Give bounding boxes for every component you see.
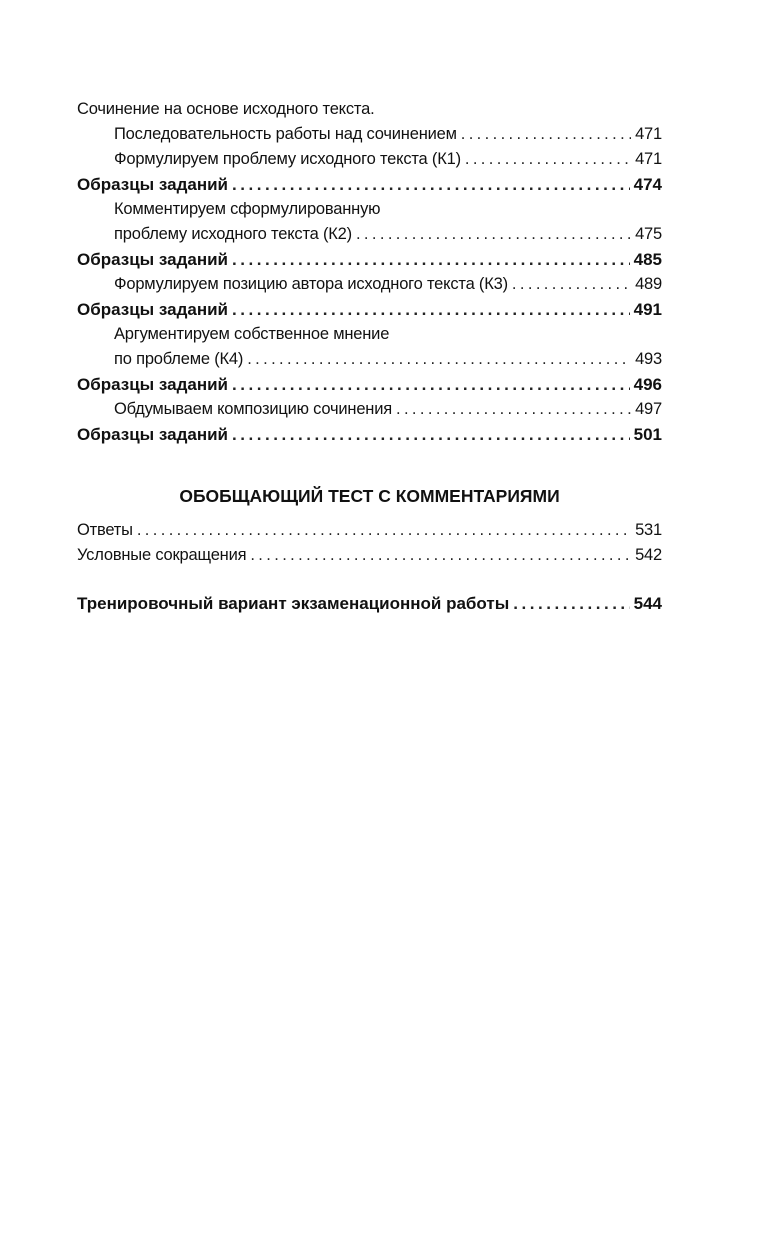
dot-leader — [250, 546, 631, 565]
toc-entry — [77, 250, 662, 275]
table-of-contents-practice — [77, 594, 662, 619]
toc-entry — [77, 375, 662, 400]
toc-entry-title: Образцы заданий — [77, 425, 229, 444]
toc-entry-title: Сочинение на основе исходного текста. — [77, 100, 375, 118]
toc-entry-page-number: 485 — [633, 250, 662, 269]
table-of-contents-appendix — [77, 521, 662, 571]
toc-entry-page-number: 471 — [635, 125, 662, 143]
section-heading: ОБОБЩАЮЩИЙ ТЕСТ С КОММЕНТАРИЯМИ — [179, 486, 560, 506]
toc-entry — [77, 225, 662, 250]
dot-leader — [396, 400, 631, 419]
toc-entry-title: проблему исходного текста (К2) — [114, 225, 352, 243]
dot-leader — [356, 225, 631, 244]
toc-entry — [77, 125, 662, 150]
dot-leader — [232, 250, 630, 270]
toc-entry-title: Тренировочный вариант экзаменационной работы — [77, 594, 510, 613]
toc-entry-page-number: 496 — [633, 375, 662, 394]
table-of-contents — [77, 100, 662, 450]
toc-entry-page-number: 489 — [635, 275, 662, 293]
toc-entry — [77, 175, 662, 200]
toc-entry-page-number: 474 — [633, 175, 662, 194]
dot-leader — [232, 375, 630, 395]
toc-entry-title: Аргументируем собственное мнение — [114, 325, 390, 343]
toc-entry-title: Последовательность работы над сочинением — [114, 125, 457, 143]
toc-entry — [77, 275, 662, 300]
toc-entry-page-number: 493 — [635, 350, 662, 368]
dot-leader — [232, 175, 630, 195]
toc-entry — [77, 425, 662, 450]
dot-leader — [465, 150, 631, 169]
toc-entry — [77, 546, 662, 571]
toc-entry-title: Обдумываем композицию сочинения — [114, 400, 392, 418]
toc-entry-page-number: 475 — [635, 225, 662, 243]
toc-entry-page-number: 497 — [635, 400, 662, 418]
toc-entry-page-number: 544 — [633, 594, 662, 613]
toc-entry-title: Условные сокращения — [77, 546, 247, 564]
toc-entry-page-number: 531 — [635, 521, 662, 539]
toc-entry-page-number: 491 — [633, 300, 662, 319]
toc-entry-title: Образцы заданий — [77, 300, 229, 319]
toc-entry — [77, 200, 662, 225]
toc-entry — [77, 100, 662, 125]
toc-entry-title: Формулируем позицию автора исходного текста (К3) — [114, 275, 508, 293]
toc-entry — [77, 594, 662, 619]
toc-entry-title: Образцы заданий — [77, 250, 229, 269]
dot-leader — [232, 300, 630, 320]
dot-leader — [137, 521, 631, 540]
toc-entry — [77, 400, 662, 425]
toc-entry-page-number: 542 — [635, 546, 662, 564]
toc-entry-title: Образцы заданий — [77, 175, 229, 194]
dot-leader — [232, 425, 630, 445]
dot-leader — [513, 594, 629, 614]
toc-entry-title: по проблеме (К4) — [114, 350, 244, 368]
toc-entry — [77, 350, 662, 375]
toc-entry-title: Комментируем сформулированную — [114, 200, 381, 218]
dot-leader — [247, 350, 631, 369]
toc-entry — [77, 300, 662, 325]
toc-entry-title: Формулируем проблему исходного текста (К1) — [114, 150, 461, 168]
toc-entry-title: Ответы — [77, 521, 133, 539]
toc-entry — [77, 521, 662, 546]
toc-entry-page-number: 501 — [633, 425, 662, 444]
toc-entry — [77, 325, 662, 350]
toc-entry-page-number: 471 — [635, 150, 662, 168]
toc-entry — [77, 150, 662, 175]
dot-leader — [461, 125, 631, 144]
toc-entry-title: Образцы заданий — [77, 375, 229, 394]
dot-leader — [512, 275, 631, 294]
